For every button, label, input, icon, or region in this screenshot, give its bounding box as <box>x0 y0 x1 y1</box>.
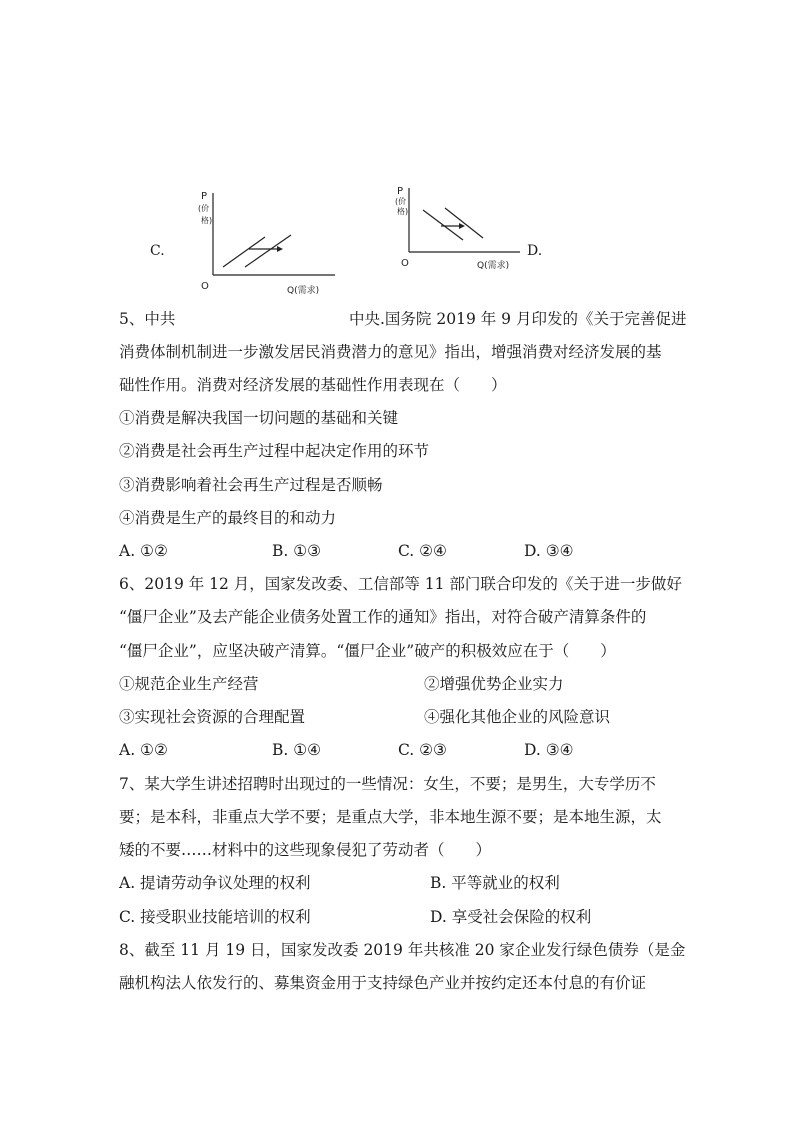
q6-statement-4: ④强化其他企业的风险意识 <box>424 708 611 726</box>
graph-d-p-sub: (价 <box>395 197 407 206</box>
q6-option-d[interactable]: D. ③④ <box>524 741 574 759</box>
graph-d-curve-1 <box>423 210 463 240</box>
graph-d-arrow-head <box>459 223 465 229</box>
graph-d-p-sub2: 格) <box>397 207 409 216</box>
q5-statement-4: ④消费是生产的最终目的和动力 <box>119 509 337 527</box>
q6-line3: “僵尸企业”，应坚决破产清算。“僵尸企业”破产的积极效应在于（ ） <box>119 642 616 660</box>
q6-option-b[interactable]: B. ①④ <box>272 741 322 759</box>
q5-option-b[interactable]: B. ①③ <box>272 542 322 560</box>
q7-option-b[interactable]: B. 平等就业的权利 <box>430 874 560 892</box>
graph-c-arrow-head <box>277 246 283 252</box>
q5-line1b: 中央.国务院 2019 年 9 月印发的《关于完善促进 <box>349 310 687 328</box>
q5-line3: 础性作用。消费对经济发展的基础性作用表现在（ ） <box>119 376 507 394</box>
q7-line2: 要；是本科，非重点大学不要；是重点大学，非本地生源不要；是本地生源，太 <box>119 808 662 826</box>
q7-line1: 7、某大学生讲述招聘时出现过的一些情况：女生，不要；是男生，大专学历不 <box>119 775 656 793</box>
q6-statement-2: ②增强优势企业实力 <box>424 675 564 693</box>
graph-d-q-label: Q(需求) <box>477 261 510 271</box>
q8-line2: 融机构法人依发行的、募集资金用于支持绿色产业并按约定还本付息的有价证 <box>119 974 647 992</box>
q6-statement-3: ③实现社会资源的合理配置 <box>119 708 306 726</box>
graph-d-p-label: P <box>397 186 404 197</box>
graph-c <box>195 185 345 305</box>
graph-d-curve-2 <box>445 208 483 238</box>
q5-line1a: 5、中共 <box>119 310 176 328</box>
graph-c-p-sub: (价 <box>198 204 210 213</box>
graph-c-curve-1 <box>223 237 265 267</box>
graph-c-p-sub2: 格) <box>201 216 213 225</box>
graph-c-origin: O <box>201 281 209 292</box>
q5-option-d[interactable]: D. ③④ <box>524 542 574 560</box>
q6-option-c[interactable]: C. ②③ <box>398 741 447 759</box>
q6-line2: “僵尸企业”及去产能企业债务处置工作的通知》指出，对符合破产清算条件的 <box>119 608 647 626</box>
q7-option-d[interactable]: D. 享受社会保险的权利 <box>430 908 592 926</box>
graph-d-origin: O <box>401 258 409 269</box>
q5-statement-1: ①消费是解决我国一切问题的基础和关键 <box>119 409 399 427</box>
q5-line2: 消费体制机制进一步激发居民消费潜力的意见》指出，增强消费对经济发展的基 <box>119 343 662 361</box>
option-d-label: D. <box>527 243 543 259</box>
graph-c-q-label: Q(需求) <box>287 286 320 296</box>
q8-line1: 8、截至 11 月 19 日，国家发改委 2019 年共核准 20 家企业发行绿色债券（是金 <box>119 941 686 959</box>
graph-d <box>395 182 535 272</box>
q5-option-c[interactable]: C. ②④ <box>398 542 447 560</box>
q6-statement-1: ①规范企业生产经营 <box>119 675 259 693</box>
q7-line3: 矮的不要……材料中的这些现象侵犯了劳动者（ ） <box>119 841 492 859</box>
q6-line1: 6、2019 年 12 月，国家发改委、工信部等 11 部门联合印发的《关于进一步做好 <box>119 575 682 593</box>
option-c-label: C. <box>150 243 165 259</box>
graph-c-curve-2 <box>245 235 291 267</box>
q5-option-a[interactable]: A. ①② <box>119 542 168 560</box>
graph-c-p-label: P <box>201 191 208 202</box>
q7-option-a[interactable]: A. 提请劳动争议处理的权利 <box>119 874 311 892</box>
q5-statement-3: ③消费影响着社会再生产过程是否顺畅 <box>119 476 383 494</box>
q6-option-a[interactable]: A. ①② <box>119 741 168 759</box>
q5-statement-2: ②消费是社会再生产过程中起决定作用的环节 <box>119 442 430 460</box>
q7-option-c[interactable]: C. 接受职业技能培训的权利 <box>119 908 311 926</box>
